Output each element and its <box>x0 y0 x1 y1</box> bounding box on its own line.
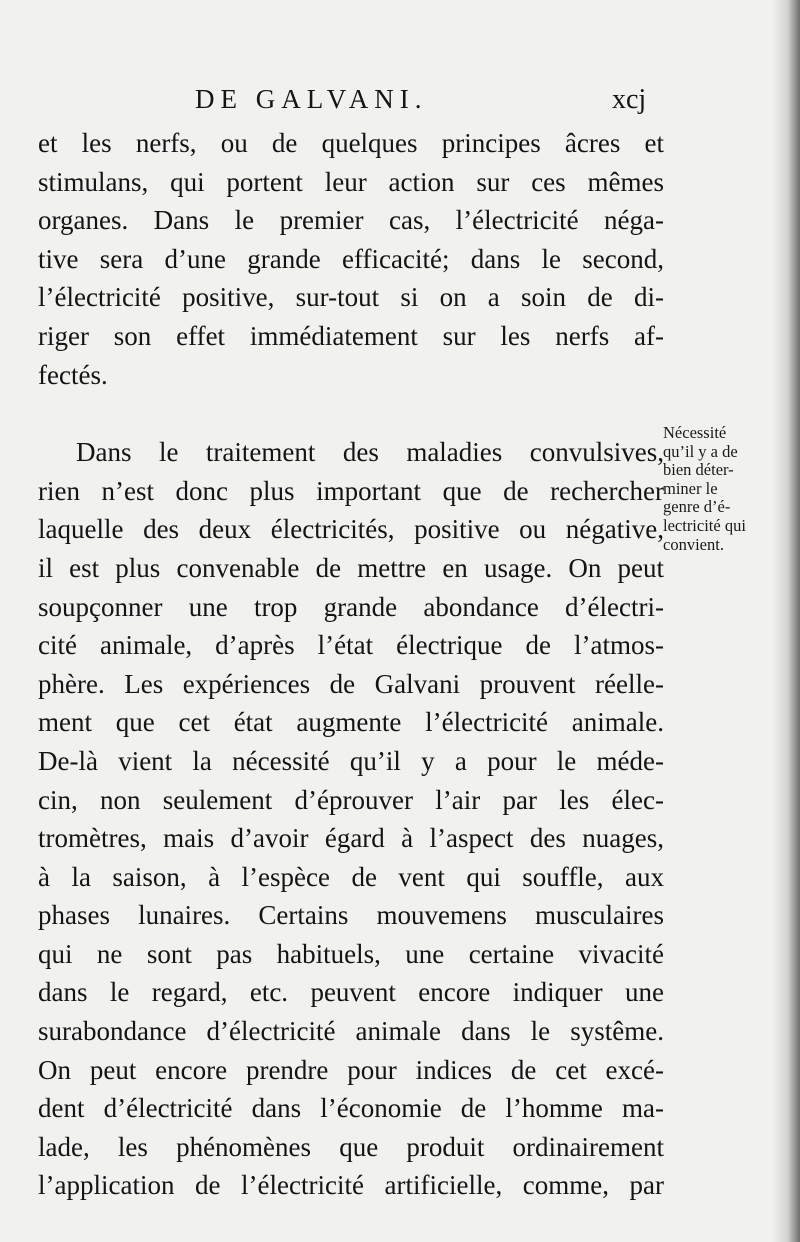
marginal-note-line: Nécessité <box>663 423 727 442</box>
page-number: xcj <box>612 84 647 115</box>
text-line: l’électricité positive, sur-tout si on a soin de di- <box>38 282 664 313</box>
marginal-note-line: miner le <box>663 478 718 498</box>
text-line: organes. Dans le premier cas, l’électricité néga- <box>38 205 664 236</box>
text-line: Dans le traitement des maladies convulsives, <box>76 437 664 468</box>
text-line: stimulans, qui portent leur action sur ces mêmes <box>38 166 664 197</box>
marginal-note-line: genre d’é- <box>663 497 731 517</box>
text-line: ment que cet état augmente l’électricité animale. <box>38 707 664 738</box>
text-line: On peut encore prendre pour indices de cet excé- <box>38 1054 664 1085</box>
text-line: tromètres, mais d’avoir égard à l’aspect des nuages, <box>38 823 664 854</box>
marginal-note-line: bien déter- <box>663 460 734 480</box>
text-line: cité animale, d’après l’état électrique de l’atmos- <box>38 630 664 661</box>
text-line: rien n’est donc plus important que de rechercher <box>38 475 664 506</box>
binding-shadow <box>772 0 800 1242</box>
text-line: fectés. <box>38 359 108 390</box>
body-text <box>38 124 664 1205</box>
text-line: De-là vient la nécessité qu’il y a pour le méde- <box>38 745 664 776</box>
marginal-note-line: lectricité qui <box>663 515 746 535</box>
text-line: dent d’électricité dans l’économie de l’homme ma- <box>38 1093 664 1124</box>
running-header-title: DE GALVANI. <box>195 84 428 114</box>
marginal-note <box>663 424 783 554</box>
text-line: lade, les phénomènes que produit ordinairement <box>38 1131 664 1162</box>
text-line: soupçonner une trop grande abondance d’électri- <box>38 591 664 622</box>
text-line: dans le regard, etc. peuvent encore indiquer une <box>38 977 664 1008</box>
text-line: phases lunaires. Certains mouvemens musculaires <box>38 900 664 931</box>
text-line: et les nerfs, ou de quelques principes âcres et <box>38 128 664 158</box>
text-line: tive sera d’une grande efficacité; dans le second, <box>38 243 664 274</box>
text-line: phère. Les expériences de Galvani prouvent réelle- <box>38 668 664 699</box>
text-line: qui ne sont pas habituels, une certaine vivacité <box>38 938 664 969</box>
text-line: l’application de l’électricité artificielle, comme, par <box>38 1170 664 1201</box>
text-line: laquelle des deux électricités, positive ou négative, <box>38 514 664 545</box>
text-line: riger son effet immédiatement sur les nerfs af- <box>38 320 664 351</box>
text-line: surabondance d’électricité animale dans le systême. <box>38 1016 664 1047</box>
paragraph-gap <box>38 394 664 433</box>
text-line: cin, non seulement d’éprouver l’air par les élec- <box>38 784 664 815</box>
marginal-note-line: convient. <box>663 534 724 554</box>
text-line: à la saison, à l’espèce de vent qui souffle, aux <box>38 861 664 892</box>
marginal-note-line: qu’il y a de <box>663 441 738 461</box>
text-line: il est plus convenable de mettre en usage. On peut <box>38 552 664 583</box>
